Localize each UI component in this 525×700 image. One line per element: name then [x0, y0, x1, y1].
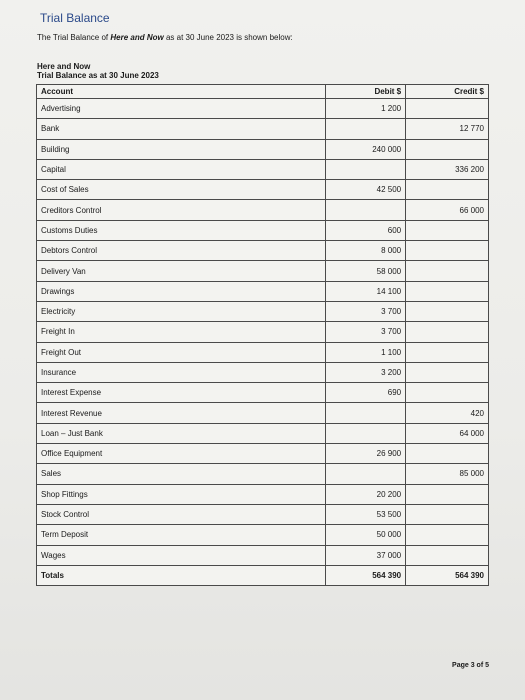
table-row: [37, 362, 489, 382]
credit-cell: [406, 261, 489, 281]
table-row: [37, 241, 489, 261]
debit-cell: 1 100: [326, 342, 406, 362]
table-row: [37, 220, 489, 240]
account-cell: Drawings: [37, 281, 326, 301]
table-row: [37, 545, 489, 565]
table-row: [37, 504, 489, 524]
credit-cell: [406, 444, 489, 464]
table-row: [37, 301, 489, 321]
debit-cell: 42 500: [326, 180, 406, 200]
debit-cell: [326, 403, 406, 423]
credit-cell: [406, 525, 489, 545]
debit-cell: 3 700: [326, 301, 406, 321]
credit-cell: [406, 362, 489, 382]
table-row: [37, 139, 489, 159]
table-row: [37, 119, 489, 139]
totals-label: Totals: [37, 565, 326, 585]
account-cell: Electricity: [37, 301, 326, 321]
header-credit: Credit $: [406, 85, 489, 99]
debit-cell: [326, 200, 406, 220]
credit-cell: [406, 99, 489, 119]
account-cell: Customs Duties: [37, 220, 326, 240]
table-row: [37, 261, 489, 281]
account-cell: Freight In: [37, 322, 326, 342]
credit-cell: [406, 322, 489, 342]
intro-company: Here and Now: [110, 33, 164, 42]
table-row: [37, 281, 489, 301]
debit-cell: 53 500: [326, 504, 406, 524]
totals-debit: 564 390: [326, 565, 406, 585]
totals-credit: 564 390: [406, 565, 489, 585]
table-row: [37, 180, 489, 200]
credit-cell: [406, 383, 489, 403]
debit-cell: 3 700: [326, 322, 406, 342]
credit-cell: 336 200: [406, 159, 489, 179]
account-cell: Shop Fittings: [37, 484, 326, 504]
debit-cell: 37 000: [326, 545, 406, 565]
account-cell: Interest Expense: [37, 383, 326, 403]
debit-cell: 20 200: [326, 484, 406, 504]
debit-cell: [326, 159, 406, 179]
header-debit: Debit $: [326, 85, 406, 99]
document-title: Trial Balance: [40, 11, 110, 25]
table-row: [37, 383, 489, 403]
credit-cell: [406, 180, 489, 200]
intro-suffix: as at 30 June 2023 is shown below:: [163, 33, 293, 42]
credit-cell: 12 770: [406, 119, 489, 139]
debit-cell: 3 200: [326, 362, 406, 382]
account-cell: Capital: [37, 159, 326, 179]
company-name: Here and Now: [37, 62, 91, 71]
totals-row: [37, 565, 489, 585]
debit-cell: 50 000: [326, 525, 406, 545]
debit-cell: 8 000: [326, 241, 406, 261]
debit-cell: [326, 119, 406, 139]
table-row: [37, 322, 489, 342]
trial-balance-table: [36, 84, 489, 586]
debit-cell: 1 200: [326, 99, 406, 119]
account-cell: Sales: [37, 464, 326, 484]
credit-cell: [406, 301, 489, 321]
credit-cell: [406, 139, 489, 159]
table-subtitle: Trial Balance as at 30 June 2023: [37, 71, 159, 80]
table-row: [37, 423, 489, 443]
debit-cell: 240 000: [326, 139, 406, 159]
debit-cell: [326, 423, 406, 443]
credit-cell: [406, 342, 489, 362]
account-cell: Interest Revenue: [37, 403, 326, 423]
debit-cell: 26 900: [326, 444, 406, 464]
credit-cell: [406, 504, 489, 524]
credit-cell: [406, 241, 489, 261]
company-heading: [37, 62, 159, 80]
table-body: [37, 99, 489, 566]
account-cell: Debtors Control: [37, 241, 326, 261]
credit-cell: [406, 220, 489, 240]
credit-cell: 420: [406, 403, 489, 423]
account-cell: Term Deposit: [37, 525, 326, 545]
table-row: [37, 444, 489, 464]
account-cell: Office Equipment: [37, 444, 326, 464]
account-cell: Insurance: [37, 362, 326, 382]
table-header-row: [37, 85, 489, 99]
intro-text: [37, 33, 293, 42]
credit-cell: [406, 545, 489, 565]
account-cell: Wages: [37, 545, 326, 565]
credit-cell: 66 000: [406, 200, 489, 220]
credit-cell: [406, 281, 489, 301]
debit-cell: 690: [326, 383, 406, 403]
debit-cell: 600: [326, 220, 406, 240]
table-row: [37, 464, 489, 484]
table-row: [37, 99, 489, 119]
header-account: Account: [37, 85, 326, 99]
intro-prefix: The Trial Balance of: [37, 33, 111, 42]
credit-cell: 85 000: [406, 464, 489, 484]
table-row: [37, 342, 489, 362]
account-cell: Cost of Sales: [37, 180, 326, 200]
credit-cell: [406, 484, 489, 504]
account-cell: Freight Out: [37, 342, 326, 362]
table-row: [37, 200, 489, 220]
table-row: [37, 484, 489, 504]
account-cell: Building: [37, 139, 326, 159]
debit-cell: 14 100: [326, 281, 406, 301]
account-cell: Bank: [37, 119, 326, 139]
page-number: Page 3 of 5: [452, 662, 489, 669]
table-row: [37, 403, 489, 423]
debit-cell: [326, 464, 406, 484]
account-cell: Stock Control: [37, 504, 326, 524]
account-cell: Loan – Just Bank: [37, 423, 326, 443]
debit-cell: 58 000: [326, 261, 406, 281]
table-row: [37, 525, 489, 545]
account-cell: Creditors Control: [37, 200, 326, 220]
account-cell: Delivery Van: [37, 261, 326, 281]
credit-cell: 64 000: [406, 423, 489, 443]
account-cell: Advertising: [37, 99, 326, 119]
table-row: [37, 159, 489, 179]
